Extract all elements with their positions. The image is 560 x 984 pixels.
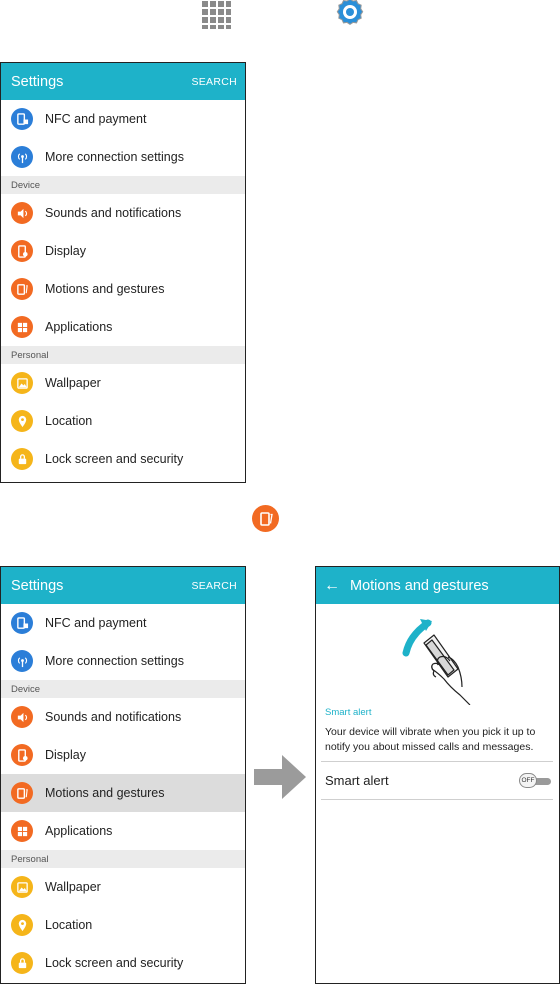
settings-item-label: Location — [45, 918, 93, 932]
settings-item-label: NFC and payment — [45, 616, 147, 630]
applications-icon — [11, 316, 33, 338]
divider — [321, 761, 553, 762]
settings-item-label: Lock screen and security — [45, 452, 184, 466]
settings-item-label: NFC and payment — [45, 112, 147, 126]
settings-item-label: Wallpaper — [45, 376, 101, 390]
settings-item-label: Wallpaper — [45, 880, 101, 894]
smart-alert-label: Smart alert — [325, 773, 389, 788]
settings-item-motions[interactable] — [1, 270, 245, 308]
settings-item-lock-screen[interactable] — [1, 440, 245, 478]
back-arrow-icon[interactable]: ← — [324, 576, 340, 594]
motions-gestures-screen — [315, 566, 560, 984]
display-icon — [11, 744, 33, 766]
settings-title: Settings — [11, 73, 64, 90]
motions-app-bar — [316, 567, 559, 604]
search-button[interactable]: SEARCH — [191, 75, 237, 88]
settings-item-label: Display — [45, 748, 86, 762]
right-arrow-icon — [254, 755, 306, 799]
section-header-device: Device — [1, 176, 245, 194]
settings-item-location[interactable] — [1, 906, 245, 944]
settings-item-motions-selected[interactable] — [1, 774, 245, 812]
settings-item-label: More connection settings — [45, 654, 184, 668]
settings-item-label: Motions and gestures — [45, 282, 165, 296]
settings-item-label: Applications — [45, 824, 113, 838]
sound-icon — [11, 202, 33, 224]
motions-icon — [252, 505, 279, 532]
location-icon — [11, 410, 33, 432]
settings-screen-1 — [0, 62, 246, 483]
settings-item-applications[interactable] — [1, 812, 245, 850]
applications-icon — [11, 820, 33, 842]
smart-alert-description: Your device will vibrate when you pick it up to notify you about missed calls and messages. — [325, 726, 536, 753]
settings-item-label: Applications — [45, 320, 113, 334]
smart-alert-row[interactable] — [325, 773, 551, 788]
settings-item-display[interactable] — [1, 232, 245, 270]
smart-alert-section-header: Smart alert — [325, 707, 372, 718]
wallpaper-icon — [11, 876, 33, 898]
settings-item-applications[interactable] — [1, 308, 245, 346]
search-button[interactable]: SEARCH — [191, 579, 237, 592]
settings-item-label: More connection settings — [45, 150, 184, 164]
settings-title: Settings — [11, 577, 64, 594]
motions-icon — [11, 782, 33, 804]
sound-icon — [11, 706, 33, 728]
lock-icon — [11, 952, 33, 974]
settings-gear-icon[interactable] — [336, 0, 364, 28]
settings-item-label: Sounds and notifications — [45, 710, 182, 724]
nfc-payment-icon — [11, 612, 33, 634]
apps-grid-icon[interactable] — [201, 0, 231, 30]
settings-item-nfc[interactable] — [1, 100, 245, 138]
settings-screen-2 — [0, 566, 246, 984]
settings-item-nfc[interactable] — [1, 604, 245, 642]
page-title: Motions and gestures — [350, 577, 489, 594]
settings-item-label: Lock screen and security — [45, 956, 184, 970]
settings-item-more-connection[interactable] — [1, 642, 245, 680]
smart-alert-toggle[interactable] — [519, 775, 551, 787]
settings-item-label: Motions and gestures — [45, 786, 165, 800]
section-header-device: Device — [1, 680, 245, 698]
settings-item-wallpaper[interactable] — [1, 868, 245, 906]
nfc-payment-icon — [11, 108, 33, 130]
settings-item-label: Sounds and notifications — [45, 206, 182, 220]
wallpaper-icon — [11, 372, 33, 394]
settings-item-sounds[interactable] — [1, 194, 245, 232]
connection-icon — [11, 146, 33, 168]
location-icon — [11, 914, 33, 936]
display-icon — [11, 240, 33, 262]
divider — [321, 799, 553, 800]
motions-icon — [11, 278, 33, 300]
settings-item-location[interactable] — [1, 402, 245, 440]
settings-app-bar — [1, 63, 245, 100]
settings-item-label: Display — [45, 244, 86, 258]
settings-item-sounds[interactable] — [1, 698, 245, 736]
settings-item-more-connection[interactable] — [1, 138, 245, 176]
connection-icon — [11, 650, 33, 672]
settings-item-lock-screen[interactable] — [1, 944, 245, 982]
lock-icon — [11, 448, 33, 470]
settings-app-bar — [1, 567, 245, 604]
settings-item-wallpaper[interactable] — [1, 364, 245, 402]
toggle-knob: OFF — [519, 773, 537, 788]
settings-item-display[interactable] — [1, 736, 245, 774]
settings-item-label: Location — [45, 414, 93, 428]
section-header-personal: Personal — [1, 850, 245, 868]
section-header-personal: Personal — [1, 346, 245, 364]
pick-up-phone-illustration — [398, 613, 478, 705]
